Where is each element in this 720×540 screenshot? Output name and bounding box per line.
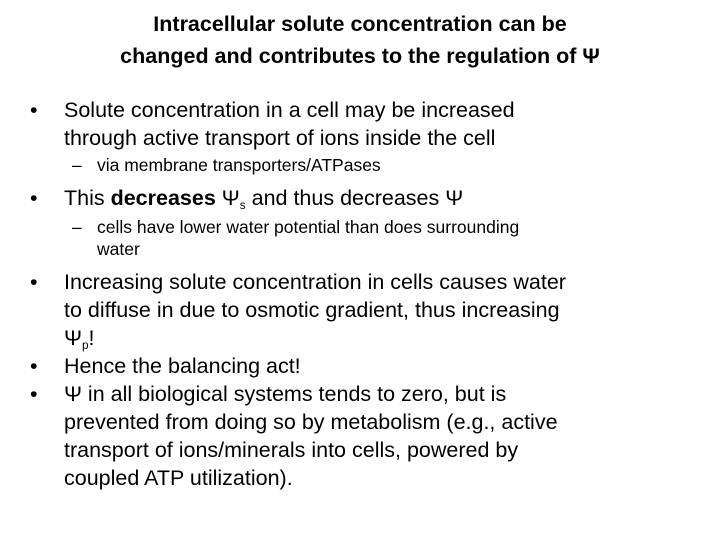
subbullet-dash: – xyxy=(72,217,82,237)
bullet-text-line: Solute concentration in a cell may be increased xyxy=(64,98,515,122)
bullet-list xyxy=(0,96,720,492)
bullet-increasing-solute xyxy=(0,268,720,352)
bullet-text-line: transport of ions/minerals into cells, powered by xyxy=(64,438,519,462)
subbullet-text: cells have lower water potential than does surrounding xyxy=(97,217,520,237)
subbullet-text: via membrane transporters/ATPases xyxy=(97,155,381,175)
subbullet-text: water xyxy=(97,239,140,259)
bullet-psi-tends-to-zero xyxy=(0,380,720,492)
subbullet-water-potential xyxy=(0,216,720,260)
bullet-text-line: prevented from doing so by metabolism (e.g., active xyxy=(64,410,558,434)
b2-psi-subscript: s xyxy=(239,198,246,213)
bullet-dot: • xyxy=(30,382,38,406)
bullet-dot: • xyxy=(30,98,38,122)
bullet-dot: • xyxy=(30,354,38,378)
bullet-text-line xyxy=(64,184,700,212)
bullet-text-line: Increasing solute concentration in cells causes water xyxy=(64,270,566,294)
b2-prefix: This xyxy=(64,186,111,210)
bullet-dot: • xyxy=(30,186,38,210)
bullet-solute-increase xyxy=(0,96,720,152)
b2-psi: Ψ xyxy=(215,186,240,210)
slide-title xyxy=(0,8,720,72)
b2-suffix: and thus decreases Ψ xyxy=(245,186,464,210)
b2-bold-decreases: decreases xyxy=(110,186,216,210)
title-line-2: changed and contributes to the regulation of Ψ xyxy=(120,44,600,68)
bullet-text-line: to diffuse in due to osmotic gradient, thus increasing xyxy=(64,298,560,322)
bullet-dot: • xyxy=(30,270,38,294)
bullet-decreases-psi xyxy=(0,184,720,212)
b3-psi: Ψ xyxy=(64,326,82,350)
title-line-1: Intracellular solute concentration can be xyxy=(153,12,567,36)
b3-psi-subscript: p xyxy=(81,338,89,353)
subbullet-dash: – xyxy=(72,155,82,175)
bullet-text-line: Ψ in all biological systems tends to zero, but is xyxy=(64,382,507,406)
bullet-text-line: coupled ATP utilization). xyxy=(64,466,293,490)
bullet-text-line: Hence the balancing act! xyxy=(64,354,301,378)
subbullet-transporters xyxy=(0,154,720,176)
b3-end: ! xyxy=(88,326,95,350)
bullet-balancing-act xyxy=(0,352,720,380)
bullet-text-line xyxy=(64,324,700,352)
bullet-text-line: through active transport of ions inside the cell xyxy=(64,126,496,150)
